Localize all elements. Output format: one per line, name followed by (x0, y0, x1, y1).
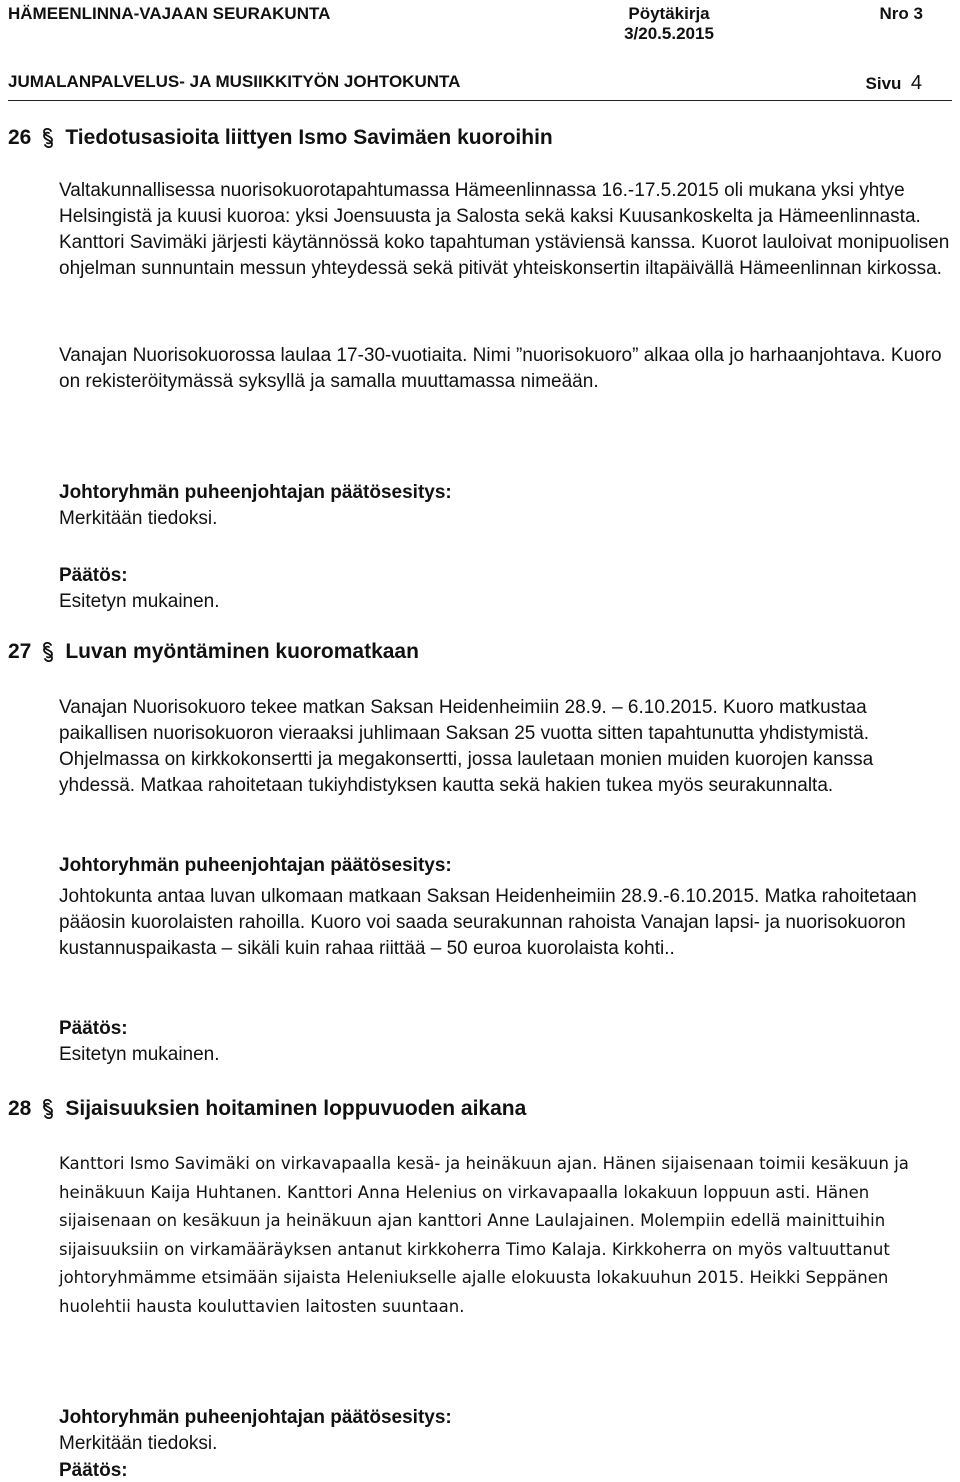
proposal-label: Johtoryhmän puheenjohtajan päätösesitys: (59, 855, 452, 876)
section-28-title (8, 1097, 526, 1121)
decision-label: Päätös: (59, 1018, 128, 1039)
section-sign-icon (41, 127, 55, 149)
document-nro: Nro 3 (879, 4, 923, 23)
decision-label: Päätös: (59, 1460, 128, 1481)
section-27-title (8, 640, 419, 664)
section-number: 28 (8, 1097, 32, 1120)
section-27-paragraph-1: Vanajan Nuorisokuoro tekee matkan Saksan Heidenheimiin 28.9. – 6.10.2015. Kuoro matkustaa paikallisen nuorisokuoron vieraaksi juhlimaan Saksan 25 vuotta sitten tapahtunutta yhdistymistä. Ohjelmassa on kirkkokonsertti ja megakonsertti, jossa lauletaan monien muiden kuorojen kanssa yhdessä. Matkaa rahoitetaan tukiyhdistyksen kautta sekä hakien tukea myös seurakunnalta. (59, 697, 874, 796)
section-28-paragraph-1: Kanttori Ismo Savimäki on virkavapaalla kesä- ja heinäkuun ajan. Hänen sijaisenaan toimii kesäkuun ja heinäkuun Kaija Huhtanen. Kanttori Anna Helenius on virkavapaalla lokakuun loppuun asti. Hänen sijaisenaan on kesäkuun ja heinäkuun ajan kanttori Anne Laulajainen. Molempiin edellä mainittuihin sijaisuuksiin on virkamääräyksen antanut kirkkoherra Timo Kalaja. Kirkkoherra on myös valtuuttanut johtoryhmämme etsimään sijaista Heleniukselle ajalle elokuusta lokakuuhun 2015. Heikki Seppänen huolehtii hausta kouluttavien laitosten suuntaan. (59, 1154, 909, 1316)
section-26-paragraph-2: Vanajan Nuorisokuorossa laulaa 17-30-vuotiaita. Nimi ”nuorisokuoro” alkaa olla jo harhaanjohtava. Kuoro on rekisteröitymässä syksyllä ja samalla muuttamassa nimeään. (59, 345, 942, 392)
proposal-label: Johtoryhmän puheenjohtajan päätösesitys: (59, 1407, 452, 1428)
document-id (614, 4, 724, 44)
section-heading: Sijaisuuksien hoitaminen loppuvuoden aikana (65, 1097, 527, 1120)
proposal-text: Merkitään tiedoksi. (59, 1433, 218, 1454)
page-label: Sivu (865, 74, 902, 93)
organization-name: HÄMEENLINNA-VAJAAN SEURAKUNTA (8, 4, 331, 23)
decision-text: Esitetyn mukainen. (59, 1044, 220, 1065)
board-name: JUMALANPALVELUS- JA MUSIIKKITYÖN JOHTOKUNTA (8, 72, 461, 91)
section-sign-icon (41, 641, 55, 663)
board-header (8, 72, 952, 101)
section-sign-icon (41, 1098, 55, 1120)
proposal-label: Johtoryhmän puheenjohtajan päätösesitys: (59, 482, 452, 503)
section-26-paragraph-1: Valtakunnallisessa nuorisokuorotapahtumassa Hämeenlinnassa 16.-17.5.2015 oli mukana yksi yhtye Helsingistä ja kuusi kuoroa: yksi Joensuusta ja Salosta sekä kaksi Kuusankoskelta ja Hämeenlinnasta. Kanttori Savimäki järjesti käytännössä koko tapahtuman ystäviensä kanssa. Kuorot lauloivat monipuolisen ohjelman sunnuntain messun yhteydessä sekä pitivät yhteiskonsertin iltapäivällä Hämeenlinnan kirkossa. (59, 180, 950, 279)
section-heading: Tiedotusasioita liittyen Ismo Savimäen kuoroihin (65, 126, 553, 149)
document-number: 3/20.5.2015 (624, 24, 714, 43)
section-number: 27 (8, 640, 32, 663)
proposal-text: Johtokunta antaa luvan ulkomaan matkaan Saksan Heidenheimiin 28.9.-6.10.2015. Matka rahoitetaan pääosin kuorolaisten rahoilla. Kuoro voi saada seurakunnan rahoista Vanajan lapsi- ja nuorisokuoron kustannuspaikasta – sikäli kuin rahaa riittää – 50 euroa kuorolaista kohti.. (59, 886, 917, 959)
section-heading: Luvan myöntäminen kuoromatkaan (65, 640, 419, 663)
decision-label: Päätös: (59, 565, 128, 586)
page-indicator (866, 72, 922, 95)
decision-text: Esitetyn mukainen. (59, 591, 220, 612)
page-header (8, 4, 923, 43)
proposal-text: Merkitään tiedoksi. (59, 508, 218, 529)
section-26-title (8, 126, 553, 150)
section-number: 26 (8, 126, 32, 149)
document-type: Pöytäkirja (628, 4, 710, 23)
page-number: 4 (910, 72, 922, 94)
